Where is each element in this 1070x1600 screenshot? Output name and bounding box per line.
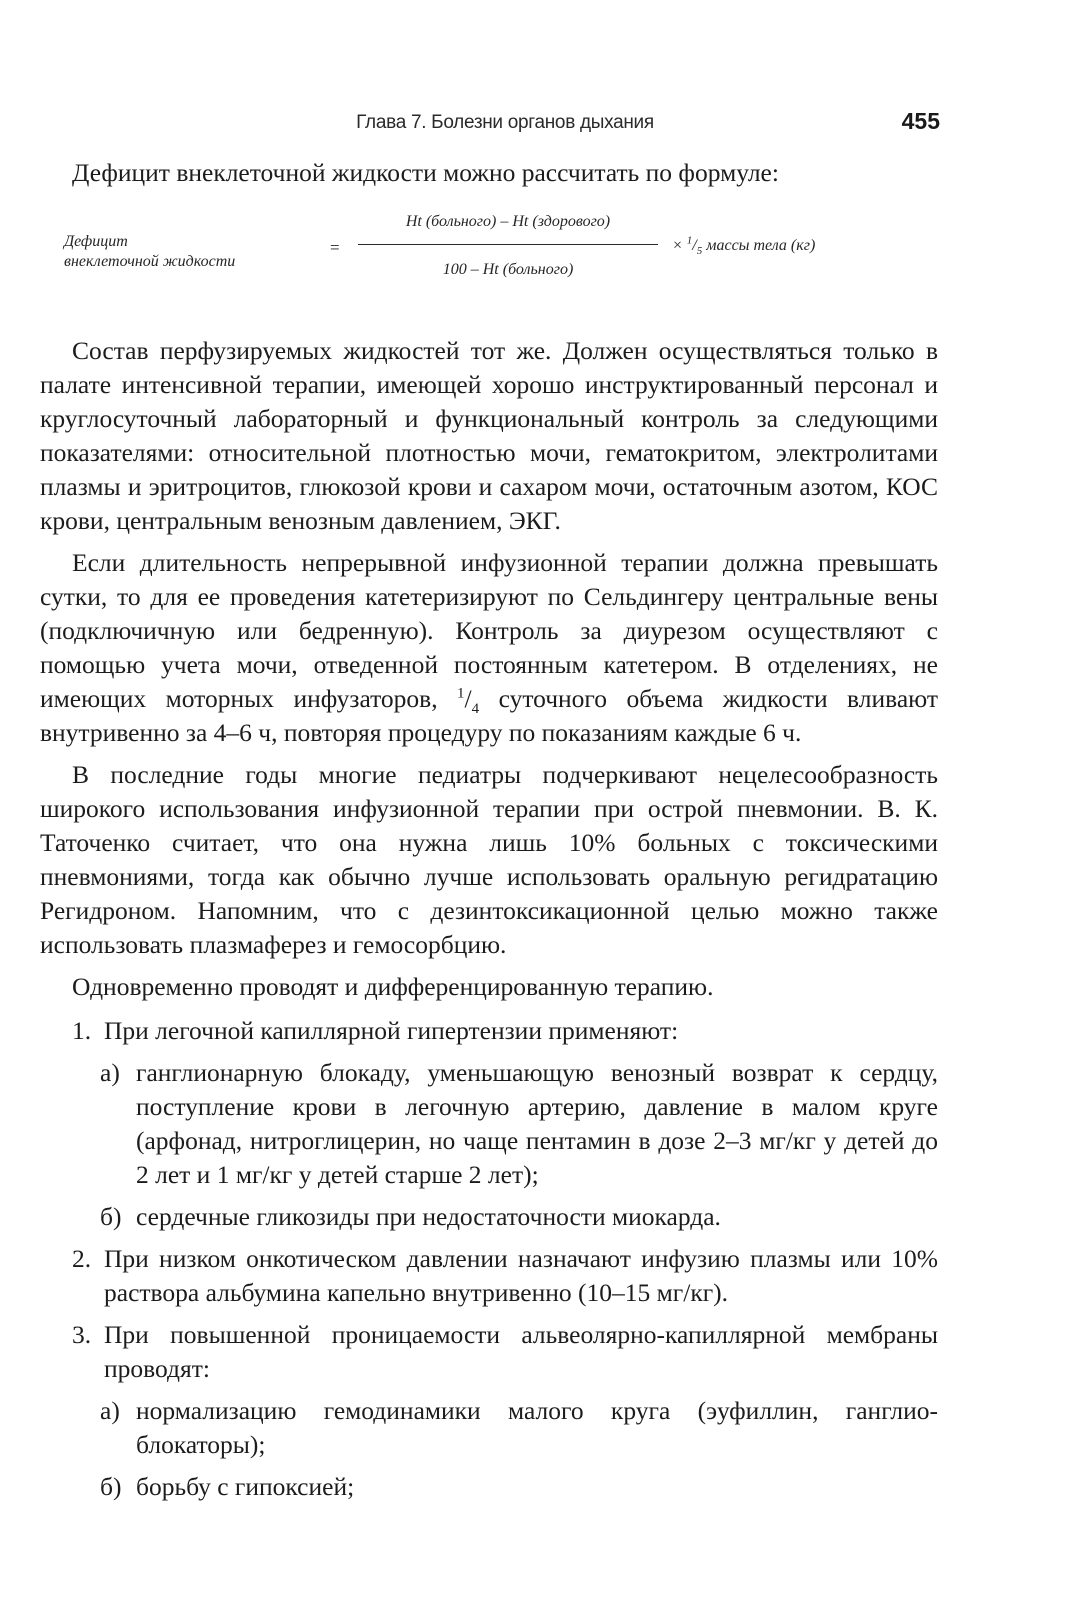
page-number: 455 bbox=[901, 108, 940, 134]
fraction-denominator: 4 bbox=[471, 701, 480, 718]
formula-numerator: Ht (больного) – Ht (здорового) bbox=[405, 213, 611, 230]
list-item bbox=[40, 1318, 938, 1386]
list-item bbox=[40, 1200, 938, 1234]
paragraph-3: В последние годы многие педиатры подчеркивают нецелесообразность широкого использования инфузионной терапии при острой пневмонии. В. К. Таточенко считает, что она нужна лишь 10% больных с токсическими пневмониями, тогда как обычно лучше использовать оральную регидратацию Регидроном. Напомним, что с дезинтоксикационной целью можно также использовать плазмаферез и гемосорбцию. bbox=[40, 760, 938, 959]
list-item bbox=[40, 1394, 938, 1462]
list-marker: 2. bbox=[72, 1244, 92, 1273]
formula-fraction-bar bbox=[358, 244, 658, 245]
therapy-list bbox=[40, 1014, 938, 1504]
formula-denominator: 100 – Ht (больного) bbox=[442, 261, 574, 278]
paragraph-4: Одновременно проводят и дифференцированную терапию. bbox=[72, 972, 714, 1001]
list-marker: 3. bbox=[72, 1320, 92, 1349]
page-header bbox=[70, 104, 940, 140]
list-item-text: При низком онкотическом давлении назначают инфузию плазмы или 10% раствора альбумина капельно внутривенно (10–15 мг/кг). bbox=[104, 1244, 938, 1307]
fraction-numerator: 1 bbox=[457, 685, 465, 702]
formula-rhs-tail: массы тела (кг) bbox=[702, 237, 816, 254]
formula-times: × bbox=[672, 237, 687, 254]
running-title: Глава 7. Болезни органов дыхания bbox=[356, 112, 654, 133]
formula-equals: = bbox=[330, 238, 340, 257]
list-marker: б) bbox=[100, 1202, 122, 1231]
list-marker: 1. bbox=[72, 1016, 92, 1045]
formula-rhs: × $^1/_5$ массы тела (кг) bbox=[672, 234, 816, 258]
paragraph-2: Если длительность непрерывной инфузионной терапии должна превышать сутки, то для ее проведения катетеризируют по Сельдингеру центральные вены (подключичную или бедренную). Контроль за диурезом осуществляют с помощью учета мочи, отведенной постоянным катетером. В отделениях, не имеющих моторных инфузаторов, $^1/_4$ суточного объема жидкости вливают внутривенно за 4–6 ч, повторяя процедуру по показаниям каждые 6 ч. bbox=[40, 548, 938, 747]
list-marker: б) bbox=[100, 1472, 122, 1501]
list-item-text: нормализацию гемодинамики малого круга (эуфиллин, ганглиоблокаторы); bbox=[136, 1396, 938, 1459]
paragraph-2-part1: Если длительность непрерывной инфузионной терапии должна превышать сутки, то для ее проведения катетеризируют по Сельдингеру центральные вены (подключичную или бедренную). Контроль за диурезом осуществляют с помощью учета мочи, отведенной постоянным катетером. В отделениях, не имеющих моторных инфузаторов, bbox=[40, 548, 938, 713]
page-body bbox=[40, 156, 938, 1504]
formula-frac-num: 1 bbox=[686, 234, 693, 247]
list-marker: а) bbox=[100, 1396, 120, 1425]
formula-lhs bbox=[64, 232, 235, 272]
paragraph-1: Состав перфузируемых жидкостей тот же. Должен осуществляться только в палате интенсивной терапии, имеющей хорошо инструктированный персонал и круглосуточный лабораторный и функциональный контроль за следующими показателями: относительной плотностью мочи, гематокритом, электролитами плазмы и эритроцитов, глюкозой крови и сахаром мочи, остаточным азотом, КОС крови, центральным венозным давлением, ЭКГ. bbox=[40, 336, 938, 535]
list-item bbox=[40, 1056, 938, 1192]
paragraph-intro: Дефицит внеклеточной жидкости можно рассчитать по формуле: bbox=[72, 158, 779, 187]
list-item-text: борьбу с гипоксией; bbox=[136, 1472, 355, 1501]
list-item bbox=[40, 1014, 938, 1048]
formula bbox=[40, 198, 938, 316]
list-item-text: ганглионарную блокаду, уменьшающую венозный возврат к сердцу, поступление крови в легочную артерию, давление в малом круге (арфонад, нитроглицерин, но чаще пентамин в дозе 2–3 мг/кг у детей до 2 лет и 1 мг/кг у детей старше 2 лет); bbox=[136, 1058, 938, 1189]
list-item bbox=[40, 1242, 938, 1310]
list-marker: а) bbox=[100, 1058, 120, 1087]
formula-lhs-line2: внеклеточной жидкости bbox=[64, 253, 236, 270]
list-item-text: При легочной капиллярной гипертензии применяют: bbox=[104, 1016, 679, 1045]
list-item-text: При повышенной проницаемости альвеолярно-капиллярной мембраны проводят: bbox=[104, 1320, 938, 1383]
formula-lhs-line1: Дефицит bbox=[64, 233, 128, 250]
paragraph-2-part2: суточного объема жидкости вливают внутривенно за 4–6 ч, повторяя процедуру по показаниям каждые 6 ч. bbox=[40, 684, 938, 747]
formula-frac-den: 5 bbox=[696, 245, 703, 258]
list-item bbox=[40, 1470, 938, 1504]
list-item-text: сердечные гликозиды при недостаточности миокарда. bbox=[136, 1202, 721, 1231]
